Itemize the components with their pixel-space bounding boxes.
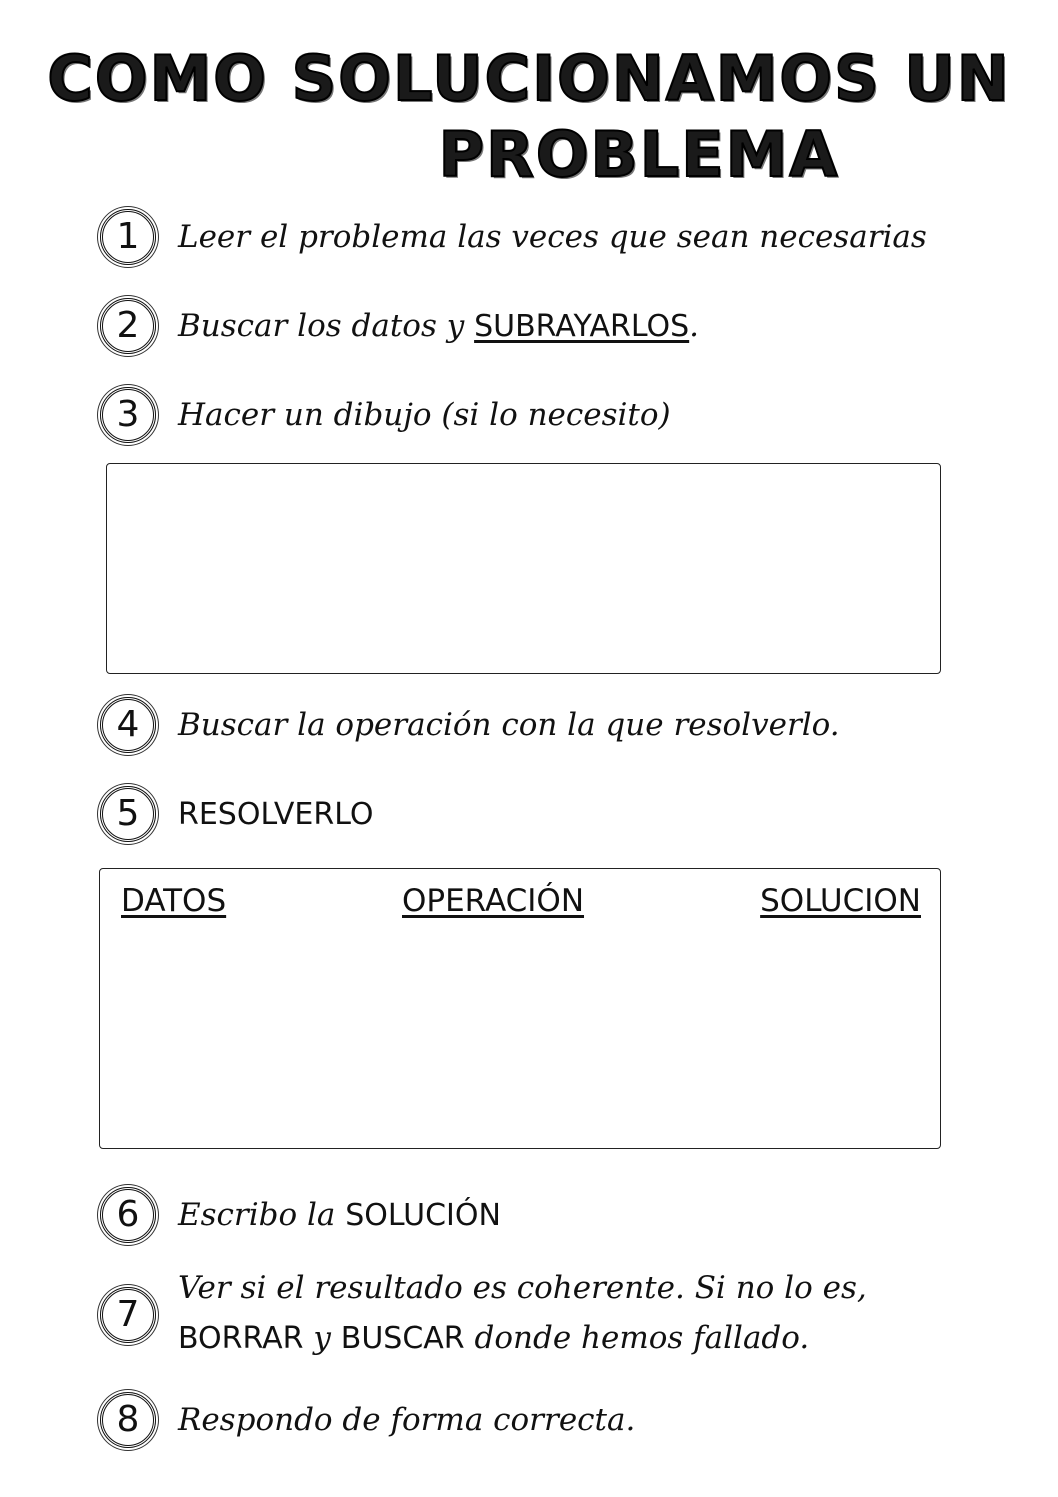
step-text: Leer el problema las veces que sean necesarias [178,219,927,255]
datos-header: DATOS [121,883,227,919]
step-text-line2 [178,1313,867,1364]
step-number-badge: 5 [100,786,156,842]
step-text [178,308,699,344]
step-number-badge: 1 [100,209,156,265]
step-text-caps: BORRAR [178,1321,304,1356]
step-text-caps: BUSCAR [340,1321,465,1356]
step-8 [100,1392,635,1448]
step-text [178,1263,867,1364]
step-text-underlined: SUBRAYARLOS [474,309,690,344]
step-text-line1: Ver si el resultado es coherente. Si no lo es, [178,1270,867,1306]
solucion-header: SOLUCION [760,883,921,919]
step-3 [100,387,671,443]
step-2 [100,298,699,354]
step-text-part: Escribo la [178,1197,346,1233]
step-number-badge: 6 [100,1187,156,1243]
step-number-badge: 8 [100,1392,156,1448]
operacion-header: OPERACIÓN [402,883,585,919]
step-5 [100,786,373,842]
page-title: COMO SOLUCIONAMOS UN [47,42,1011,115]
step-text: Hacer un dibujo (si lo necesito) [178,397,671,433]
step-number-badge: 3 [100,387,156,443]
step-text: RESOLVERLO [178,796,374,832]
page-title-line2: PROBLEMA [438,118,840,191]
resolve-box[interactable] [99,868,941,1149]
step-number-badge: 7 [100,1287,156,1343]
step-text: Buscar la operación con la que resolverlo. [178,707,840,743]
step-text-part: donde hemos fallado. [464,1320,810,1356]
step-text [178,1197,501,1233]
step-7 [100,1263,867,1364]
step-6 [100,1187,501,1243]
step-text-part: Buscar los datos y [178,308,475,344]
step-text-part: y [303,1320,341,1356]
step-1 [100,209,927,265]
step-text-part: . [689,308,700,344]
step-text: Respondo de forma correcta. [178,1402,636,1438]
step-4 [100,697,840,753]
step-number-badge: 4 [100,697,156,753]
step-text-caps: SOLUCIÓN [345,1198,501,1233]
step-number-badge: 2 [100,298,156,354]
drawing-box[interactable] [106,463,941,674]
